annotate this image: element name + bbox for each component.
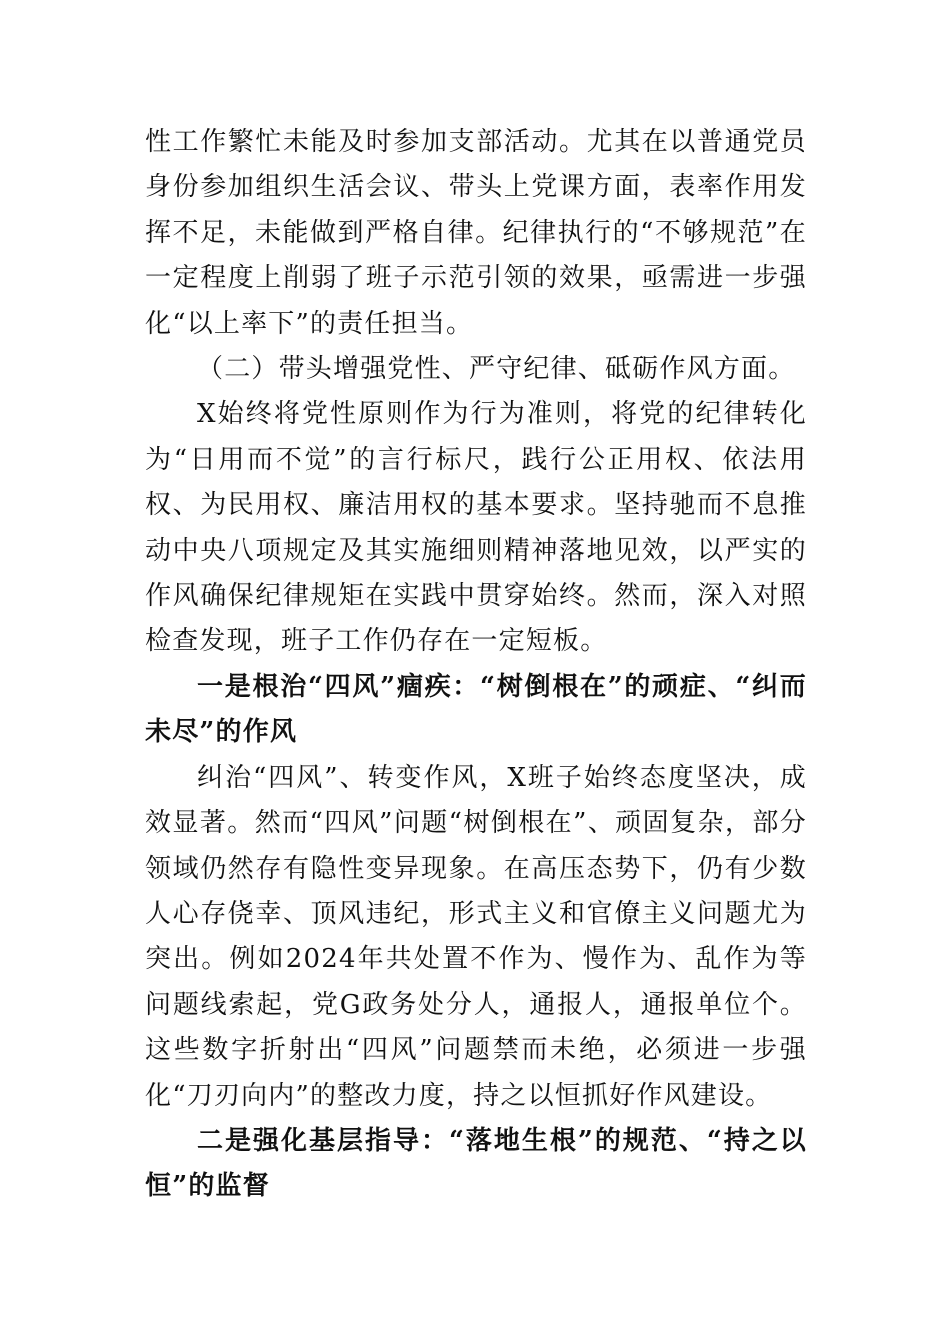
- body-paragraph-2: X始终将党性原则作为行为准则，将党的纪律转化为“日用而不觉”的言行标尺，践行公正用权、依法用权、为民用权、廉洁用权的基本要求。坚持驰而不息推动中央八项规定及其实施细则精神落地见效，以严实的作风确保纪律规矩在实践中贯穿始终。然而，深入对照检查发现，班子工作仍存在一定短板。: [145, 399, 807, 657]
- subheading-1: 一是根治“四风”痼疾：“树倒根在”的顽症、“纠而未尽”的作风: [145, 671, 807, 748]
- subheading-2: 二是强化基层指导：“落地生根”的规范、“持之以恒”的监督: [145, 1125, 807, 1202]
- body-paragraph-1: 性工作繁忙未能及时参加支部活动。尤其在以普通党员身份参加组织生活会议、带头上党课方面，表率作用发挥不足，未能做到严格自律。纪律执行的“不够规范”在一定程度上削弱了班子示范引领的效果，亟需进一步强化“以上率下”的责任担当。: [145, 127, 807, 339]
- body-paragraph-3: 纠治“四风”、转变作风，X班子始终态度坚决，成效显著。然而“四风”问题“树倒根在”、顽固复杂，部分领域仍然存有隐性变异现象。在高压态势下，仍有少数人心存侥幸、顶风违纪，形式主义和官僚主义问题尤为突出。例如2024年共处置不作为、慢作为、乱作为等问题线索起，党G政务处分人，通报人，通报单位个。这些数字折射出“四风”问题禁而未绝，必须进一步强化“刀刃向内”的整改力度，持之以恒抓好作风建设。: [145, 762, 807, 1111]
- section-heading-2: （二）带头增强党性、严守纪律、砥砺作风方面。: [197, 354, 796, 385]
- document-page: [145, 120, 807, 1210]
